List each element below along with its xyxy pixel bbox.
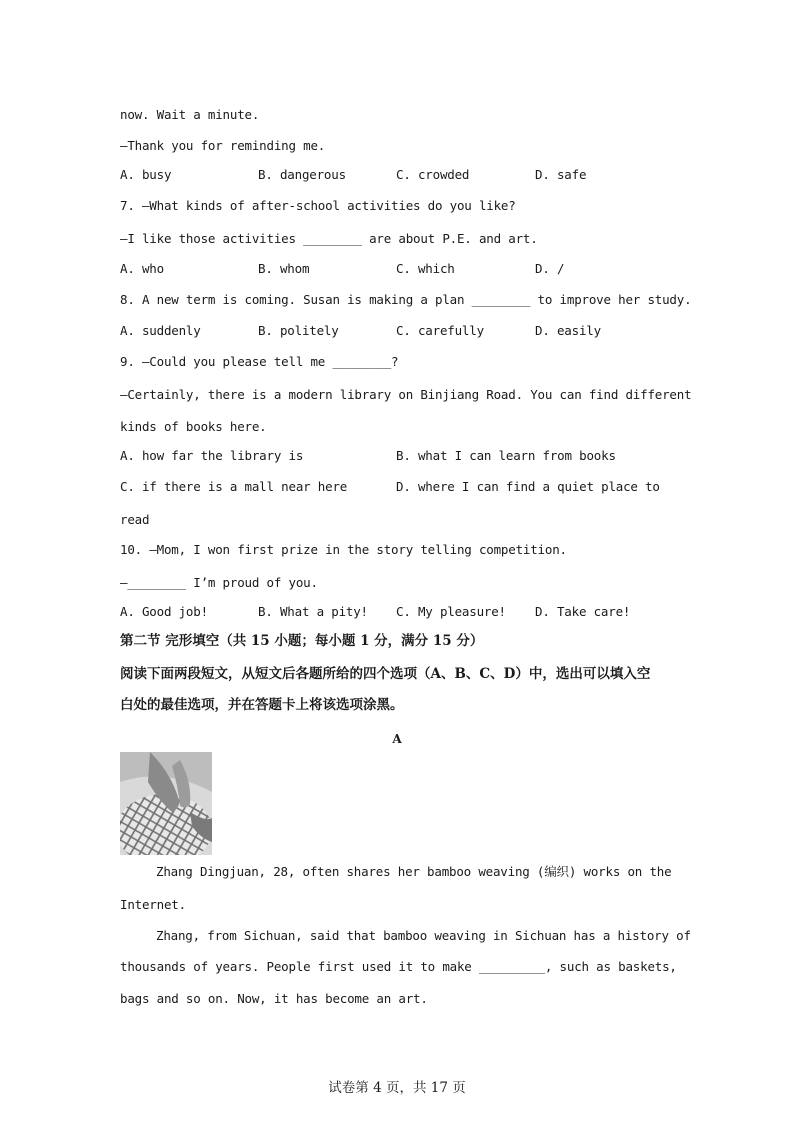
text-line: read — [120, 512, 150, 527]
option-b: B. dangerous — [258, 167, 346, 182]
section-instructions: 白处的最佳选项，并在答题卡上将该选项涂黑。 — [120, 697, 404, 713]
option-d: D. / — [535, 261, 565, 276]
option-d: D. Take care! — [535, 604, 631, 619]
option-a: A. how far the library is — [120, 448, 304, 463]
paragraph-line: thousands of years. People first used it to make _________, such as baskets, — [120, 959, 677, 974]
page-footer: 试卷第 4 页，共 17 页 — [328, 1080, 466, 1096]
option-a: A. busy — [120, 167, 172, 182]
question-9: 9. —Could you please tell me ________? — [120, 354, 399, 369]
option-d: D. easily — [535, 323, 601, 338]
option-a: A. suddenly — [120, 323, 201, 338]
option-c: C. which — [396, 261, 455, 276]
text-line: kinds of books here. — [120, 419, 267, 434]
option-d: D. safe — [535, 167, 587, 182]
option-c: C. My pleasure! — [396, 604, 506, 619]
question-7: 7. —What kinds of after-school activities do you like? — [120, 198, 516, 213]
question-10: 10. —Mom, I won first prize in the story telling competition. — [120, 542, 567, 557]
passage-label: A — [392, 732, 402, 746]
paragraph-line: Internet. — [120, 897, 186, 912]
paragraph-line: Zhang, from Sichuan, said that bamboo weaving in Sichuan has a history of — [156, 928, 691, 943]
option-d: D. where I can find a quiet place to — [396, 479, 660, 494]
section-title: 第二节 完形填空（共 15 小题；每小题 1 分，满分 15 分） — [120, 633, 484, 649]
question-8: 8. A new term is coming. Susan is making a plan ________ to improve her study. — [120, 292, 692, 307]
section-instructions: 阅读下面两段短文，从短文后各题所给的四个选项（A、B、C、D）中，选出可以填入空 — [120, 666, 651, 682]
text-line: —Thank you for reminding me. — [120, 138, 326, 153]
paragraph-line: Zhang Dingjuan, 28, often shares her bamboo weaving (编织) works on the — [156, 864, 672, 879]
option-a: A. Good job! — [120, 604, 208, 619]
bamboo-weaving-photo — [120, 752, 212, 855]
text-line: now. Wait a minute. — [120, 107, 260, 122]
option-c: C. carefully — [396, 323, 484, 338]
text-line: —I like those activities ________ are about P.E. and art. — [120, 231, 538, 246]
option-b: B. politely — [258, 323, 339, 338]
option-c: C. crowded — [396, 167, 470, 182]
paragraph-line: bags and so on. Now, it has become an art. — [120, 991, 428, 1006]
option-b: B. what I can learn from books — [396, 448, 616, 463]
text-line: —________ I’m proud of you. — [120, 575, 318, 590]
option-b: B. What a pity! — [258, 604, 368, 619]
text-line: —Certainly, there is a modern library on Binjiang Road. You can find different — [120, 387, 692, 402]
photo-image — [120, 752, 212, 855]
option-a: A. who — [120, 261, 164, 276]
option-b: B. whom — [258, 261, 310, 276]
option-c: C. if there is a mall near here — [120, 479, 348, 494]
